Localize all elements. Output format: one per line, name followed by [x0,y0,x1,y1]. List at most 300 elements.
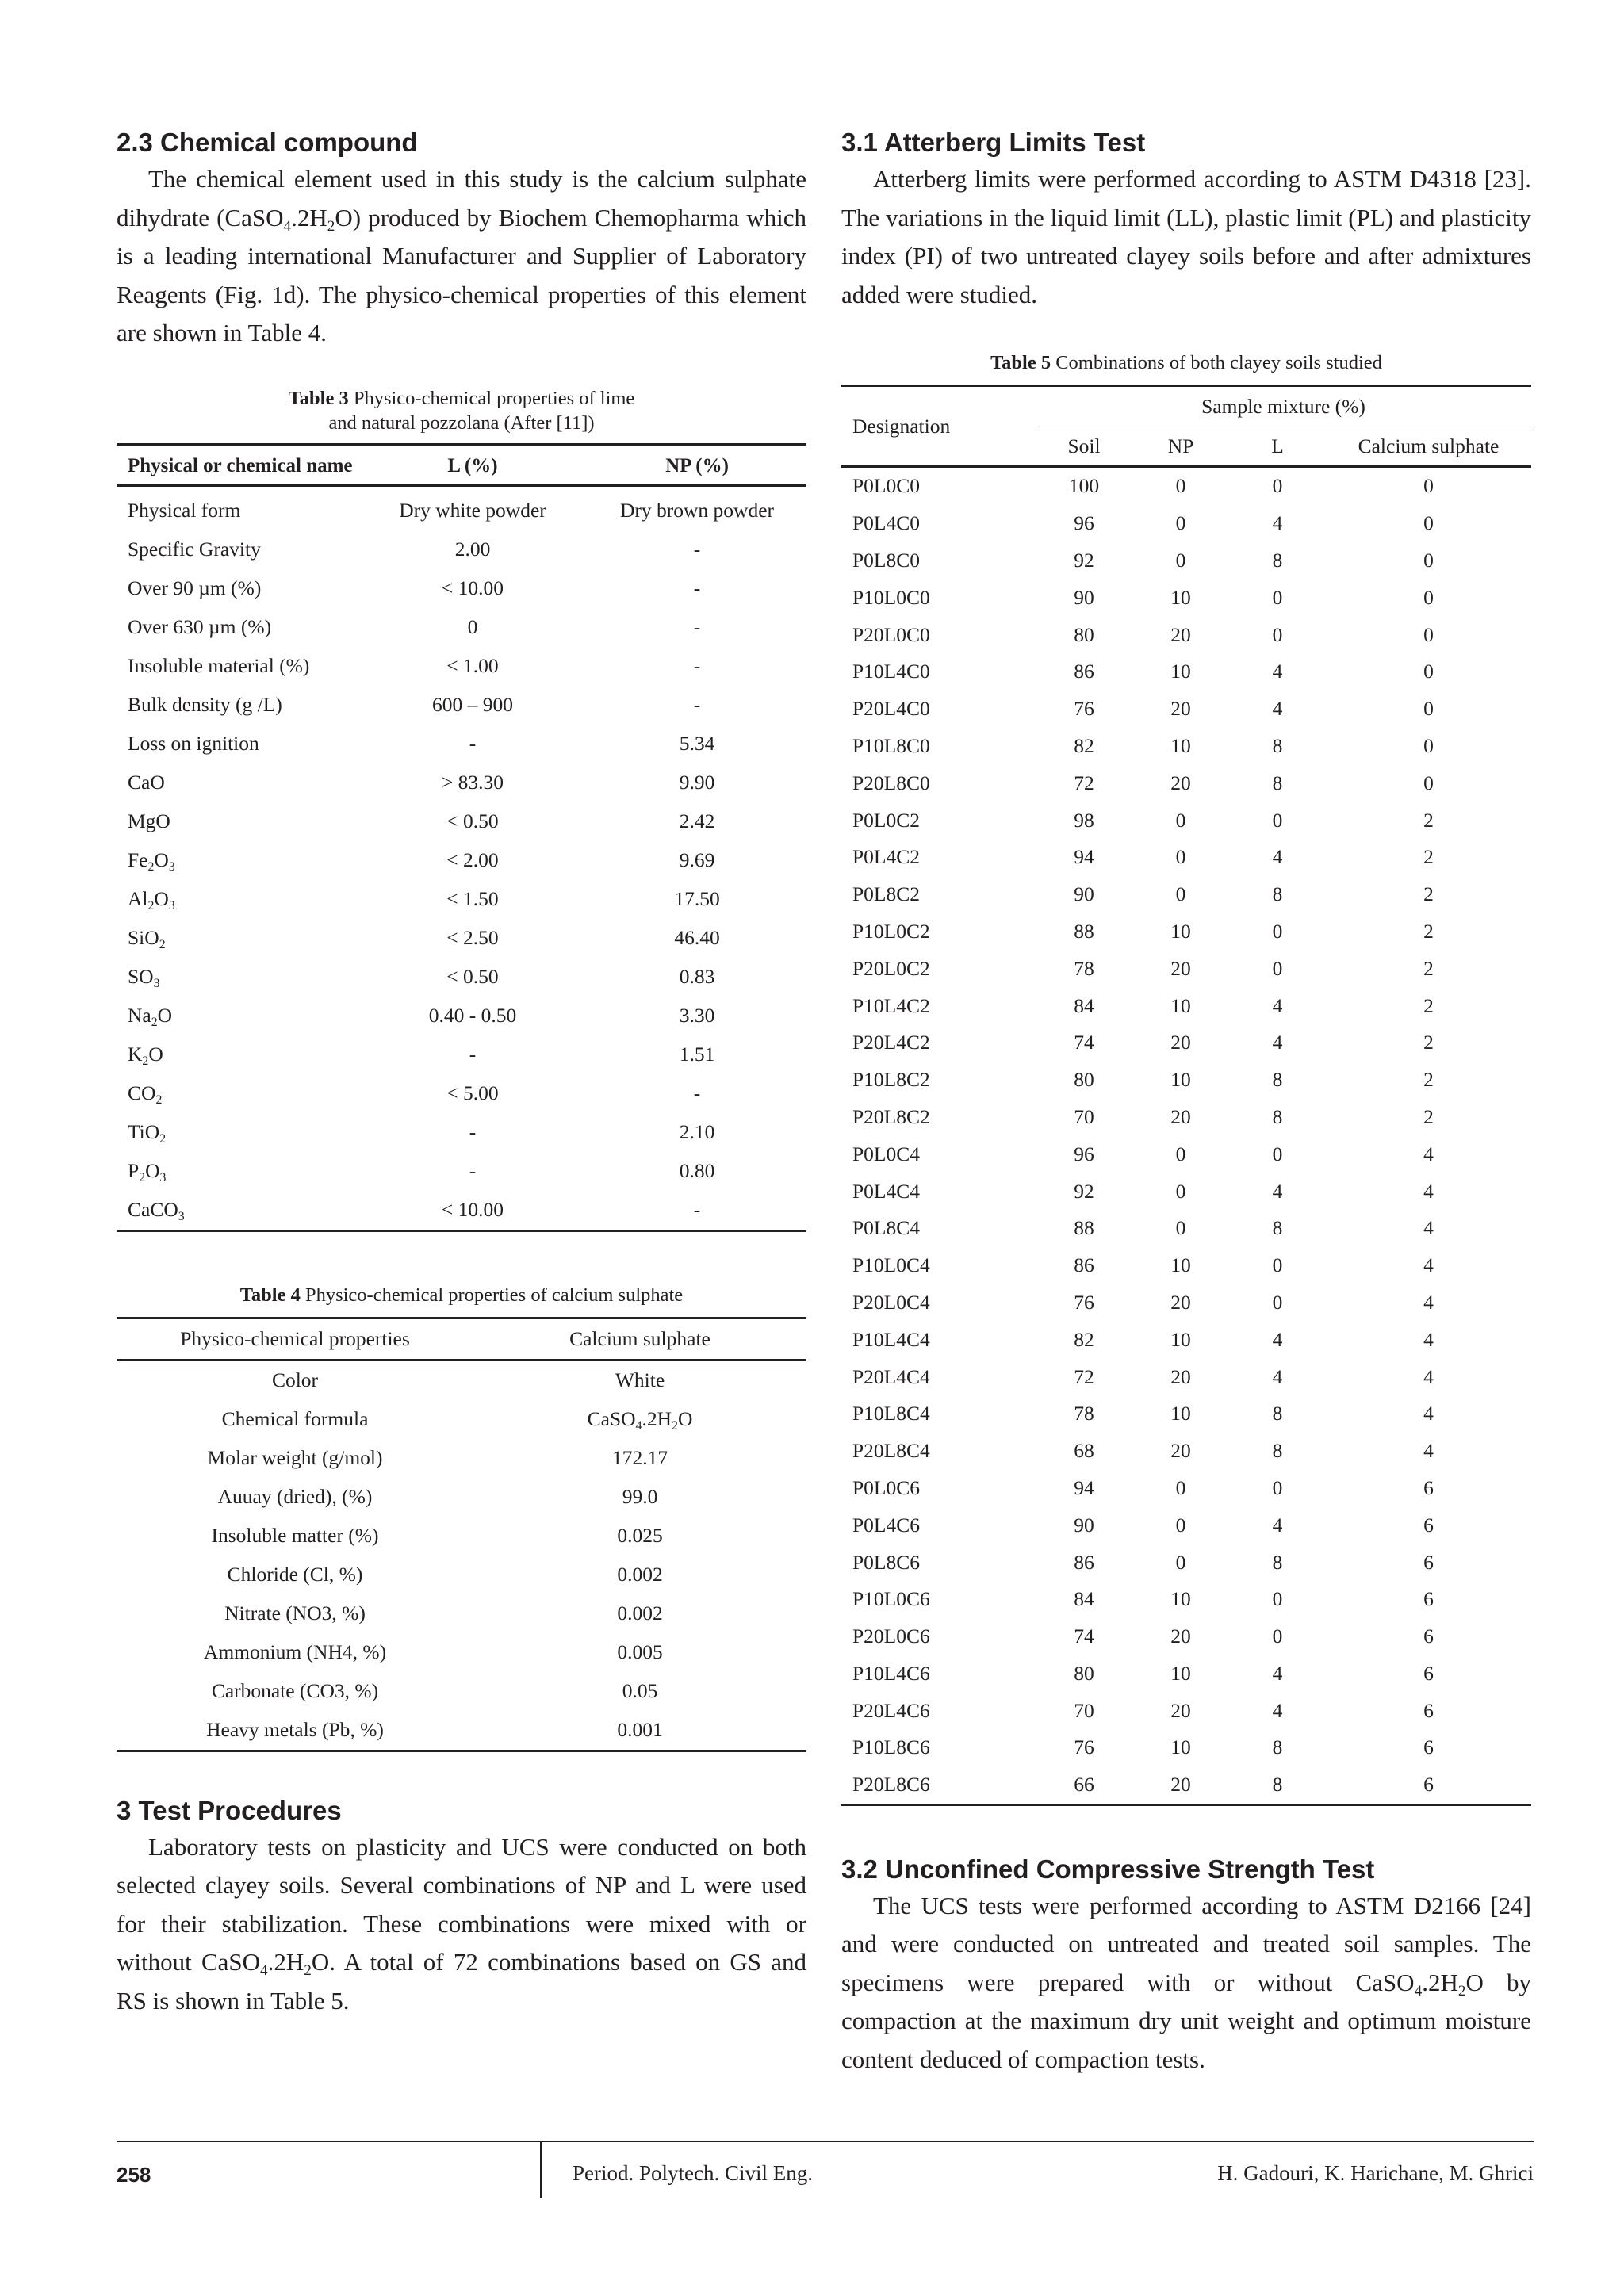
table3-cell-np: 2.10 [679,1120,715,1143]
table5-cell-np: 0 [1175,1142,1186,1165]
table4-cell-property: Chemical formula [221,1407,369,1430]
table4-cell-property: Molar weight (g/mol) [207,1446,383,1469]
table5-cell-l: 8 [1272,1402,1283,1425]
table5-cell-np: 0 [1175,1475,1186,1499]
table4-cell-property: Nitrate (NO3, %) [224,1601,366,1624]
table5-header-soil: Soil [1067,434,1101,457]
table5-cell-calcium-sulphate: 4 [1423,1327,1434,1351]
table5-cell-designation: P0L0C2 [852,808,921,832]
table5-row [841,542,1531,580]
section-heading-3-2: 3.2 Unconfined Compressive Strength Test [841,1854,1375,1884]
table5-cell-soil: 80 [1074,622,1094,646]
table3-cell-l: < 2.00 [446,848,499,871]
table5-row [841,913,1531,951]
table5-cell-designation: P0L8C4 [852,1216,921,1240]
table5-cell-l: 4 [1272,511,1283,535]
table3-cell-l: 0.40 - 0.50 [428,1004,517,1027]
table5-cell-l: 4 [1272,660,1283,683]
table5-cell-calcium-sulphate: 6 [1423,1624,1434,1648]
table5-cell-l: 4 [1272,1179,1283,1203]
table5-cell-calcium-sulphate: 4 [1423,1364,1434,1388]
table5-cell-soil: 80 [1074,1661,1094,1685]
table5-cell-designation: P10L0C4 [852,1253,930,1277]
table3-row [117,919,806,958]
table3-row [117,608,806,647]
table3-cell-name: Bulk density (g /L) [128,693,282,716]
table3-cell-name: Insoluble material (%) [128,654,310,677]
table5-cell-soil: 86 [1074,1550,1094,1574]
table5-row [841,505,1531,542]
table5-row [841,467,1531,505]
table5-cell-soil: 74 [1074,1031,1094,1054]
table5-cell-soil: 92 [1074,548,1094,572]
table3-header-name: Physical or chemical name [128,454,353,476]
table3-cell-name: $K_2O$ [128,1043,163,1069]
table5-cell-l: 8 [1272,548,1283,572]
table5-cell-designation: P0L4C6 [852,1513,921,1536]
table5-cell-designation: P20L0C0 [852,622,930,646]
table5-cell-designation: P0L8C6 [852,1550,921,1574]
table5-cell-np: 0 [1175,1513,1186,1536]
table5-cell-soil: 70 [1074,1104,1094,1128]
table5-cell-soil: 84 [1074,993,1094,1017]
table3-cell-name: CaCO$_3$ [128,1198,185,1224]
table5-header-group: Sample mixture (%) [1036,386,1531,427]
table5-cell-np: 10 [1170,1327,1191,1351]
table5-cell-l: 4 [1272,1031,1283,1054]
table5-cell-l: 4 [1272,845,1283,869]
table5-cell-soil: 80 [1074,1068,1094,1092]
table5-cell-designation: P20L8C4 [852,1439,930,1463]
table5-cell-calcium-sulphate: 6 [1423,1773,1434,1797]
table5-cell-np: 10 [1170,660,1191,683]
table3-cell-l: 0 [467,615,478,638]
table5-cell-calcium-sulphate: 0 [1423,511,1434,535]
table5-cell-calcium-sulphate: 6 [1423,1587,1434,1611]
table3-body [117,485,806,1230]
table3-cell-name: $P_2O_3$ [128,1159,167,1185]
table3-row [117,647,806,686]
table3-cell-l: 2.00 [454,538,491,561]
table3-cell-np: Dry brown powder [619,499,775,522]
table5-cell-designation: P10L8C4 [852,1402,930,1425]
table4-row [117,1711,806,1751]
table5-cell-designation: P10L4C0 [852,660,930,683]
table5-cell-np: 10 [1170,585,1191,609]
table5-row [841,1062,1531,1099]
table5-cell-np: 0 [1175,845,1186,869]
table3-row [117,1191,806,1231]
table5-cell-np: 10 [1170,993,1191,1017]
table3-cell-np: 5.34 [679,732,715,755]
table5-cell-designation: P10L8C6 [852,1735,930,1759]
table5-cell-soil: 92 [1074,1179,1094,1203]
table5-cell-np: 0 [1175,1179,1186,1203]
table5-cell-np: 0 [1175,474,1186,498]
section-3-2-paragraph: The UCS tests were performed according to ASTM D2166 [24] and were conducted on untreated and treated soil samples. The specimens were prepared with or without $CaSO_4.2H_2O$ by compaction at the maximum dry unit weight and optimum moisture content deduced of compaction tests. [841,1891,1532,2073]
table5-cell-soil: 94 [1074,1475,1094,1499]
table5-cell-l: 4 [1272,1698,1283,1722]
table5-cell-np: 20 [1170,1698,1191,1722]
table4-header-row [117,1318,806,1360]
table3-cell-l: - [469,732,477,755]
table5-cell-calcium-sulphate: 0 [1423,771,1434,794]
table5-cell-np: 10 [1170,1068,1191,1092]
table5-row [841,1395,1531,1433]
table4-row [117,1400,806,1439]
table5-cell-l: 0 [1272,1290,1283,1314]
table5-cell-l: 0 [1272,1624,1283,1648]
table5-cell-soil: 90 [1074,1513,1094,1536]
table5-body [841,467,1531,1805]
table5-cell-soil: 76 [1074,697,1094,721]
table3-cell-l: < 2.50 [446,926,499,949]
table5-cell-soil: 72 [1074,1364,1094,1388]
table5-cell-np: 0 [1175,548,1186,572]
table3-cell-l: - [469,1043,477,1066]
table5-cell-calcium-sulphate: 0 [1423,660,1434,683]
table5-row [841,1284,1531,1322]
table5-row [841,1173,1531,1210]
table5-cell-designation: P20L0C6 [852,1624,930,1648]
table5-cell-l: 4 [1272,1364,1283,1388]
table5-cell-designation: P10L0C0 [852,585,930,609]
table5-cell-designation: P20L4C0 [852,697,930,721]
table3-row [117,958,806,997]
table5-row [841,691,1531,728]
table5-cell-l: 0 [1272,1142,1283,1165]
table5-cell-np: 0 [1175,882,1186,906]
table4-row [117,1672,806,1711]
table5-cell-soil: 76 [1074,1735,1094,1759]
table5-cell-designation: P20L8C0 [852,771,930,794]
table5-cell-l: 0 [1272,474,1283,498]
table3-cell-name: $CO_2$ [128,1081,163,1108]
table5-cell-designation: P20L0C2 [852,956,930,980]
table3-row [117,802,806,841]
table3-cell-l: < 0.50 [446,965,499,988]
table5-cell-np: 20 [1170,1624,1191,1648]
table5-cell-designation: P0L4C0 [852,511,921,535]
table5-cell-np: 10 [1170,1661,1191,1685]
table5-row [841,839,1531,876]
table5-cell-designation: P10L4C6 [852,1661,930,1685]
footer-rule [117,2141,1534,2142]
table5-row [841,1729,1531,1766]
table4-cell-value: White [615,1368,665,1391]
table5-row [841,1321,1531,1358]
table5-cell-soil: 78 [1074,956,1094,980]
table5-row [841,876,1531,913]
table5-cell-calcium-sulphate: 2 [1423,808,1434,832]
table5-cell-soil: 82 [1074,1327,1094,1351]
table4-row [117,1633,806,1672]
table5 [841,385,1531,1806]
table3-cell-l: < 10.00 [441,576,504,599]
table3-cell-l: 600 – 900 [432,693,513,716]
table5-cell-calcium-sulphate: 0 [1423,548,1434,572]
table5-cell-np: 20 [1170,771,1191,794]
table3-row [117,763,806,802]
table4-cell-value: 0.005 [617,1640,663,1663]
table5-row [841,1358,1531,1395]
table5-cell-calcium-sulphate: 2 [1423,993,1434,1017]
table3-cell-l: - [469,1159,477,1182]
table5-header-calcium-sulphate: Calcium sulphate [1358,434,1500,457]
table3-cell-l: < 5.00 [446,1081,499,1104]
table5-cell-calcium-sulphate: 2 [1423,956,1434,980]
table4-cell-property: Chloride (Cl, %) [227,1563,363,1586]
table3-row [117,1113,806,1152]
table4 [117,1317,806,1752]
table5-cell-calcium-sulphate: 6 [1423,1698,1434,1722]
table4-cell-value: 0.025 [617,1524,663,1547]
table5-row [841,764,1531,802]
table5-cell-l: 4 [1272,697,1283,721]
table5-header-l: L [1271,434,1284,457]
table5-cell-designation: P20L4C4 [852,1364,930,1388]
table3-cell-name: TiO$_2$ [128,1120,167,1146]
table5-cell-l: 4 [1272,1327,1283,1351]
table5-caption: Table 5 Combinations of both clayey soils studied [990,352,1382,373]
table4-cell-property: Ammonium (NH4, %) [203,1640,387,1663]
table5-cell-np: 10 [1170,1402,1191,1425]
table5-cell-designation: P10L8C2 [852,1068,930,1092]
table5-cell-l: 8 [1272,1773,1283,1797]
right-column [841,125,1531,2079]
table5-cell-designation: P10L0C6 [852,1587,930,1611]
table5-cell-soil: 74 [1074,1624,1094,1648]
table5-row [841,1099,1531,1136]
table3-cell-np: 9.69 [679,848,715,871]
table5-cell-designation: P0L0C0 [852,474,921,498]
table5-row [841,802,1531,839]
table4-cell-value: 99.0 [622,1485,658,1508]
table4-cell-property: Carbonate (CO3, %) [211,1679,379,1702]
table3-cell-name: $SO_3$ [128,965,160,991]
table3-cell-np: - [693,538,701,561]
table5-cell-calcium-sulphate: 6 [1423,1735,1434,1759]
table5-cell-l: 8 [1272,733,1283,757]
table5-cell-np: 20 [1170,1031,1191,1054]
table5-cell-designation: P0L8C2 [852,882,921,906]
table5-cell-np: 20 [1170,956,1191,980]
table3-cell-np: - [693,693,701,716]
table5-cell-l: 4 [1272,1661,1283,1685]
table5-cell-calcium-sulphate: 2 [1423,845,1434,869]
table5-cell-soil: 82 [1074,733,1094,757]
table5-row [841,1692,1531,1729]
table5-cell-calcium-sulphate: 2 [1423,1031,1434,1054]
table5-cell-soil: 76 [1074,1290,1094,1314]
table5-cell-designation: P20L4C6 [852,1698,930,1722]
section-3-paragraph: Laboratory tests on plasticity and UCS were conducted on both selected clayey soils. Several combinations of NP and L were used for their stabilization. These combinations were mixed with or without $CaSO_4.2H_2O$. A total of 72 combinations based on GS and RS is shown in Table 5. [117,1832,807,2015]
table5-cell-soil: 88 [1074,1216,1094,1240]
table5-row [841,1433,1531,1470]
table3-row [117,725,806,763]
table5-cell-designation: P10L4C4 [852,1327,930,1351]
table4-cell-value: 172.17 [611,1446,668,1469]
table4-body [117,1360,806,1751]
table5-cell-calcium-sulphate: 2 [1423,1104,1434,1128]
table5-cell-soil: 86 [1074,660,1094,683]
table3-cell-np: 17.50 [674,887,720,910]
table4-row [117,1594,806,1633]
table3-cell-name: SiO$_2$ [128,926,166,952]
table4-row [117,1439,806,1478]
table5-cell-l: 8 [1272,771,1283,794]
table4-cell-property: Auuay (dried), (%) [217,1485,373,1508]
section-3-1-paragraph: Atterberg limits were performed according to ASTM D4318 [23]. The variations in the liquid limit (LL), plastic limit (PL) and plasticity index (PI) of two untreated clayey soils before and after admixtures added were studied. [841,165,1531,308]
table5-cell-soil: 72 [1074,771,1094,794]
table3-cell-l: - [469,1120,477,1143]
table3-cell-name: MgO [128,809,170,832]
table5-cell-calcium-sulphate: 0 [1423,697,1434,721]
table5-cell-soil: 94 [1074,845,1094,869]
table4-cell-value: 0.001 [617,1718,663,1741]
section-heading-2-3: 2.3 Chemical compound [117,128,418,157]
table3-cell-l: > 83.30 [441,771,504,794]
table5-cell-designation: P0L4C2 [852,845,921,869]
table5-cell-designation: P20L4C2 [852,1031,930,1054]
table3-cell-np: - [693,576,701,599]
table5-cell-soil: 90 [1074,882,1094,906]
table5-cell-l: 0 [1272,1587,1283,1611]
table3-cell-np: 46.40 [674,926,720,949]
table3-cell-l: < 1.00 [446,654,499,677]
table3-cell-name: Over 630 µm (%) [128,615,272,638]
table5-cell-soil: 96 [1074,1142,1094,1165]
table5-cell-np: 0 [1175,808,1186,832]
table5-cell-soil: 88 [1074,919,1094,943]
table5-cell-l: 0 [1272,622,1283,646]
table4-caption: Table 4 Physico-chemical properties of calcium sulphate [239,1284,684,1306]
table5-row [841,653,1531,691]
table5-cell-l: 8 [1272,1550,1283,1574]
table5-row [841,1581,1531,1618]
table5-cell-calcium-sulphate: 0 [1423,622,1434,646]
table5-row [841,616,1531,653]
table5-cell-np: 20 [1170,1439,1191,1463]
table3-cell-np: 3.30 [679,1004,715,1027]
table4-row [117,1517,806,1556]
table5-cell-designation: P20L8C2 [852,1104,930,1128]
table4-cell-property: Heavy metals (Pb, %) [206,1718,384,1741]
table3-cell-name: Over 90 µm (%) [128,576,262,599]
table5-row [841,728,1531,765]
table5-cell-soil: 96 [1074,511,1094,535]
table3-row [117,997,806,1035]
table5-cell-designation: P10L4C2 [852,993,930,1017]
table5-cell-np: 20 [1170,1104,1191,1128]
table5-cell-soil: 98 [1074,808,1094,832]
section-2-3-paragraph: The chemical element used in this study is the calcium sulphate dihydrate $(CaSO_4.2H_2O)$ produced by Biochem Chemopharma which is a leading international Manufacturer and Supplier of Laboratory Reagents (Fig. 1d). The physico-chemical properties of this element are shown in Table 4. [117,165,806,346]
table5-cell-calcium-sulphate: 4 [1423,1253,1434,1277]
table3-cell-name: $Fe_2O_3$ [128,848,175,874]
left-column [117,125,806,2020]
table5-cell-designation: P20L0C4 [852,1290,930,1314]
table3-caption: Table 3 Physico-chemical properties of lime and natural pozzolana (After [11]) [288,387,635,434]
table5-cell-np: 10 [1170,1587,1191,1611]
table4-cell-value: $CaSO_4.2H_2O$ [587,1407,693,1433]
page-number: 258 [117,2163,151,2187]
table5-cell-calcium-sulphate: 2 [1423,1068,1434,1092]
table5-cell-np: 20 [1170,622,1191,646]
table5-cell-np: 10 [1170,919,1191,943]
table3-row [117,1035,806,1074]
footer-separator [540,2142,542,2198]
table3-row [117,1074,806,1113]
table5-cell-np: 10 [1170,1735,1191,1759]
table5-row [841,1506,1531,1544]
table5-cell-l: 0 [1272,585,1283,609]
table3-row [117,686,806,725]
table5-cell-designation: P10L0C2 [852,919,930,943]
table5-cell-calcium-sulphate: 4 [1423,1142,1434,1165]
table5-cell-calcium-sulphate: 4 [1423,1179,1434,1203]
table5-cell-soil: 100 [1068,474,1100,498]
table5-cell-l: 8 [1272,1104,1283,1128]
section-heading-3-1: 3.1 Atterberg Limits Test [841,128,1146,157]
table5-cell-l: 0 [1272,808,1283,832]
table3 [117,443,806,1232]
table5-cell-np: 10 [1170,1253,1191,1277]
table5-header-np: NP [1167,434,1194,457]
table5-cell-calcium-sulphate: 0 [1423,585,1434,609]
table5-row [841,579,1531,616]
table5-cell-designation: P0L0C6 [852,1475,921,1499]
table5-cell-np: 10 [1170,733,1191,757]
table3-row [117,880,806,919]
table5-cell-designation: P10L8C0 [852,733,930,757]
table3-cell-np: 2.42 [679,809,715,832]
table3-cell-np: 0.83 [679,965,715,988]
table3-cell-l: Dry white powder [399,499,546,522]
table3-cell-l: < 0.50 [446,809,499,832]
table3-cell-name: Physical form [128,499,241,522]
table5-cell-l: 8 [1272,1735,1283,1759]
table5-cell-calcium-sulphate: 4 [1423,1290,1434,1314]
table3-row [117,841,806,880]
table3-cell-np: 1.51 [679,1043,715,1066]
table5-cell-designation: P20L8C6 [852,1773,930,1797]
table5-cell-l: 4 [1272,1513,1283,1536]
table5-cell-l: 8 [1272,882,1283,906]
table5-cell-np: 20 [1170,1364,1191,1388]
table3-cell-l: < 10.00 [441,1198,504,1221]
table3-row [117,569,806,608]
table5-row [841,1766,1531,1804]
table3-row [117,530,806,569]
table5-cell-calcium-sulphate: 4 [1423,1439,1434,1463]
table3-row [117,485,806,530]
table3-cell-l: < 1.50 [446,887,499,910]
table4-header-property: Physico-chemical properties [180,1326,410,1350]
table5-cell-l: 8 [1272,1068,1283,1092]
table5-cell-calcium-sulphate: 6 [1423,1661,1434,1685]
table5-cell-designation: P0L4C4 [852,1179,921,1203]
table3-cell-name: CaO [128,771,165,794]
table3-cell-name: $Na_2O$ [128,1004,173,1030]
table3-cell-np: - [693,1198,701,1221]
table3-cell-name: Loss on ignition [128,732,259,755]
table5-cell-np: 20 [1170,1773,1191,1797]
table5-row [841,1135,1531,1173]
table3-cell-np: 0.80 [679,1159,715,1182]
authors: H. Gadouri, K. Harichane, M. Ghrici [1217,2161,1534,2185]
table5-cell-calcium-sulphate: 0 [1423,733,1434,757]
table4-cell-value: 0.002 [617,1601,663,1624]
